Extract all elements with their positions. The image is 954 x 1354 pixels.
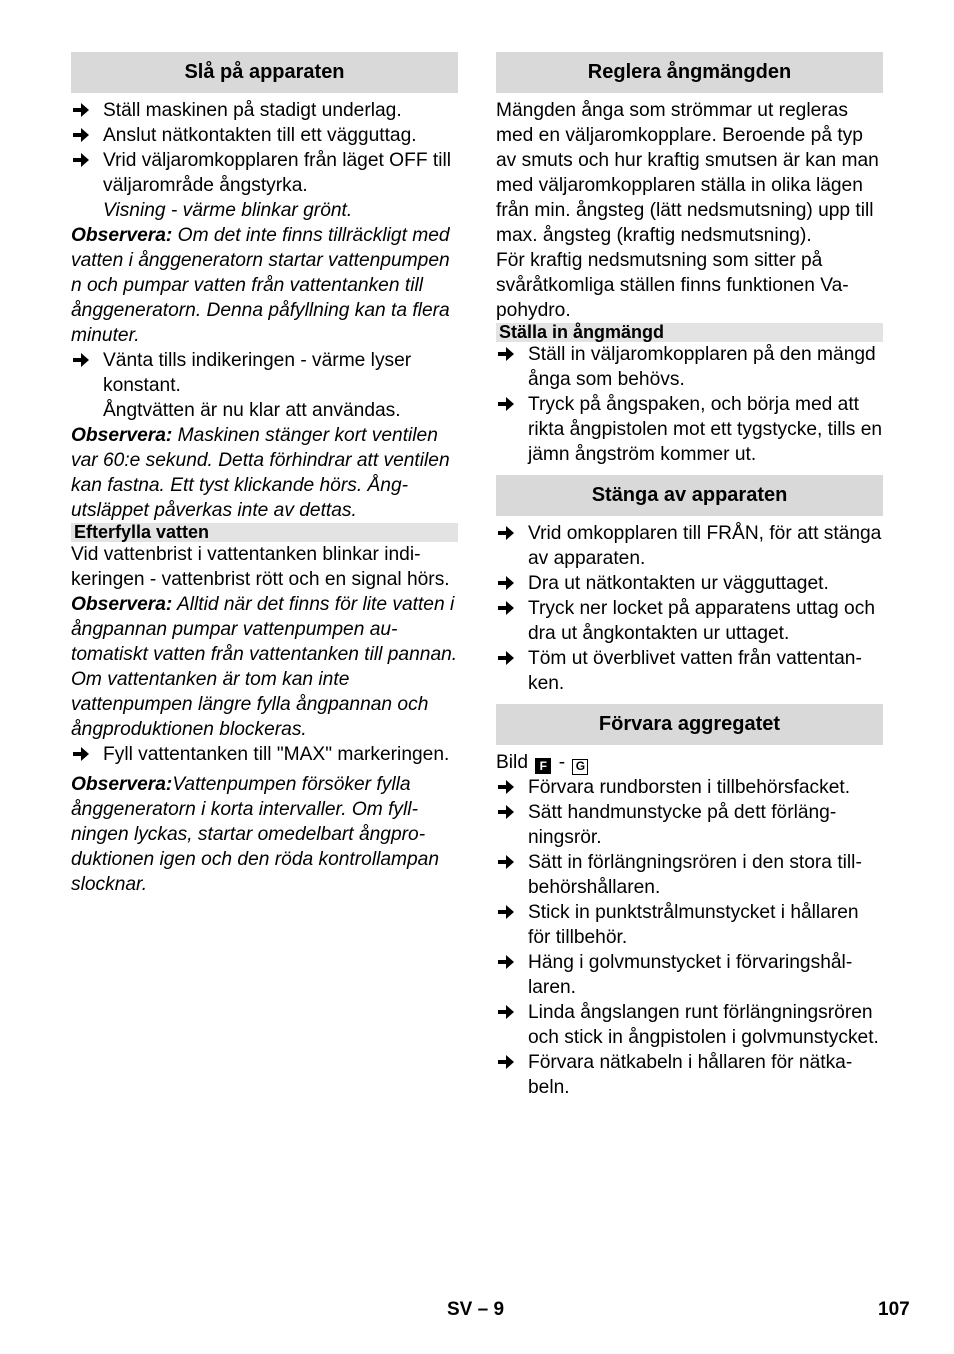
list-item: Sätt handmunstycke på dett förlängningsrör. <box>496 800 883 850</box>
paragraph: Vid vattenbrist i vattentanken blinkar indikeringen - vattenbrist rött och en signal hörs. <box>71 544 450 590</box>
list-item: Tryck ner locket på apparatens uttag och dra ut ångkontakten ur uttaget. <box>496 596 883 646</box>
list-item: Vrid omkopplaren till FRÅN, för att stänga av apparaten. <box>496 521 883 571</box>
list-item: Häng i golvmunstycket i förvaringshållaren. <box>496 950 883 1000</box>
arrow-right-icon <box>498 571 520 596</box>
result-note: Ångtvätten är nu klar att användas. <box>103 400 401 421</box>
list-item: Vrid väljaromkopplaren från läget OFF till väljarområde ångstyrka. <box>71 148 458 198</box>
list-item: Ställ maskinen på stadigt underlag. <box>71 98 458 123</box>
heading-reglera-angmangden: Reglera ångmängden <box>496 52 883 93</box>
list-item: Sätt in förlängningsrören i den stora tillbehörshållaren. <box>496 850 883 900</box>
list-item: Töm ut överblivet vatten från vattentanken. <box>496 646 883 696</box>
arrow-right-icon <box>73 123 95 148</box>
arrow-right-icon <box>498 596 520 621</box>
subheading-efterfylla-vatten: Efterfylla vatten <box>71 523 458 542</box>
arrow-right-icon <box>498 342 520 367</box>
page-number: 107 <box>878 1299 910 1320</box>
list-item: Förvara rundborsten i tillbehörsfacket. <box>496 775 883 800</box>
arrow-right-icon <box>498 950 520 975</box>
arrow-right-icon <box>73 348 95 373</box>
heading-stanga-av-apparaten: Stänga av apparaten <box>496 475 883 516</box>
subheading-stalla-in-angmangd: Ställa in ångmängd <box>496 323 883 342</box>
figure-f-label: F <box>535 758 551 774</box>
note-paragraph: Observera: Alltid när det finns för lite vatten i ångpannan pumpar vattenpumpen automatiskt vatten från vattentanken till pannan. Om vattentanken är tom kan inte vattenpumpen längre fylla ångpannan och ångproduktionen blockeras. <box>71 594 458 740</box>
arrow-right-icon <box>73 148 95 173</box>
arrow-right-icon <box>73 98 95 123</box>
figure-reference: Bild F - G <box>496 750 883 775</box>
arrow-right-icon <box>498 646 520 671</box>
list-item: Ställ in väljaromkopplaren på den mängd ånga som behövs. <box>496 342 883 392</box>
arrow-right-icon <box>498 900 520 925</box>
list-item: Förvara nätkabeln i hållaren för nätkabeln. <box>496 1050 883 1100</box>
note-paragraph: Observera: Maskinen stänger kort ventilen var 60:e sekund. Detta förhindrar att ventilen kan fastna. Ett tyst klickande hörs. Ångutsläppet påverkas inte av dettas. <box>71 425 450 521</box>
paragraph: Mängden ånga som strömmar ut regleras med en väljaromkopplare. Beroende på typ av smuts och hur kraftig smutsen är kan man med väljaromkopplaren ställa in olika lägen från min. ångsteg (lätt nedsmutsning) upp till max. ångsteg (kraftig nedsmutsning). <box>496 100 879 246</box>
heading-sla-pa-apparaten: Slå på apparaten <box>71 52 458 93</box>
result-note: Visning - värme blinkar grönt. <box>103 200 353 221</box>
list-item: Tryck på ångspaken, och börja med att rikta ångpistolen mot ett tygstycke, tills en jämn ångström kommer ut. <box>496 392 883 467</box>
footer-section-label: SV – 9 <box>447 1299 505 1320</box>
arrow-right-icon <box>498 1050 520 1075</box>
list-item: Fyll vattentanken till "MAX" markeringen. <box>71 742 458 767</box>
heading-forvara-aggregatet: Förvara aggregatet <box>496 704 883 745</box>
paragraph: För kraftig nedsmutsning som sitter på svåråtkomliga ställen finns funktionen Vapohydro. <box>496 250 849 321</box>
list-item: Linda ångslangen runt förlängningsrören och stick in ångpistolen i golvmunstycket. <box>496 1000 883 1050</box>
left-column <box>71 52 458 897</box>
list-item: Dra ut nätkontakten ur vägguttaget. <box>496 571 883 596</box>
arrow-right-icon <box>498 392 520 417</box>
arrow-right-icon <box>498 775 520 800</box>
arrow-right-icon <box>498 521 520 546</box>
list-item: Anslut nätkontakten till ett vägguttag. <box>71 123 458 148</box>
arrow-right-icon <box>498 850 520 875</box>
list-item: Vänta tills indikeringen - värme lyser konstant. <box>71 348 458 398</box>
note-paragraph: Observera: Om det inte finns tillräckligt med vatten i ånggeneratorn startar vattenpumpen n och pumpar vatten från vattentanken till ånggeneratorn. Denna påfyllning kan ta flera minuter. <box>71 225 450 346</box>
list-item: Stick in punktstrålmunstycket i hållaren för tillbehör. <box>496 900 883 950</box>
arrow-right-icon <box>498 800 520 825</box>
arrow-right-icon <box>498 1000 520 1025</box>
figure-g-label: G <box>572 759 588 775</box>
right-column <box>496 52 883 1100</box>
note-paragraph: Observera:Vattenpumpen försöker fylla ånggeneratorn i korta intervaller. Om fyllningen lyckas, startar omedelbart ångproduktionen igen och den röda kontrollampan slocknar. <box>71 774 440 895</box>
arrow-right-icon <box>73 742 95 767</box>
